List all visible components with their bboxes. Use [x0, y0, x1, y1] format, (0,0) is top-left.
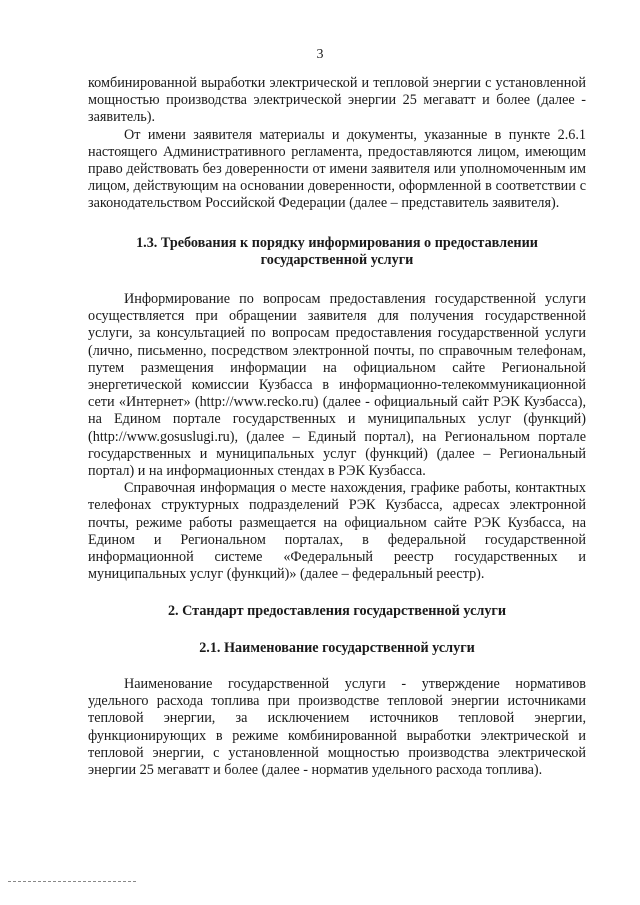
document-body — [88, 75, 586, 779]
paragraph-informing: Информирование по вопросам предоставления государственной услуги осуществляется при обращении заявителя для получения государственной услуги, за консультацией по вопросам предоставления государственной услуги (лично, письменно, посредством электронной почты, по справочным телефонам, путем размещения информации на официальном сайте Региональной энергетической комиссии Кузбасса в информационно-телекоммуникационной сети «Интернет» (http://www.recko.ru) (далее - официальный сайт РЭК Кузбасса), на Едином портале государственных и муниципальных услуг (функций) (http://www.gosuslugi.ru), (далее – Единый портал), на Региональном портале государственных и муниципальных услуг (функций) (далее – Региональный портал) и на информационных стендах в РЭК Кузбасса. — [88, 291, 586, 480]
paragraph-continuation: комбинированной выработки электрической и тепловой энергии с установленной мощностью производства электрической энергии 25 мегаватт и более (далее - заявитель). — [88, 75, 586, 126]
section-heading-2: 2. Стандарт предоставления государственной услуги — [167, 603, 507, 620]
paragraph-reference-info: Справочная информация о месте нахождения, графике работы, контактных телефонах структурных подразделений РЭК Кузбасса, адресах электронной почты, режиме работы размещается на официальном сайте РЭК Кузбасса, на Едином и Региональном порталах, в федеральной государственной информационной системе «Федеральный реестр государственных и муниципальных услуг (функций)» (далее – федеральный реестр). — [88, 480, 586, 583]
paragraph-service-name: Наименование государственной услуги - утверждение нормативов удельного расхода топлива при производстве тепловой энергии источниками тепловой энергии, за исключением источников тепловой энергии, функционирующих в режиме комбинированной выработки электрической и тепловой энергии, с установленной мощностью производства электрической энергии 25 мегаватт и более (далее - норматив удельного расхода топлива). — [88, 675, 586, 778]
section-heading-1-3: 1.3. Требования к порядку информирования о предоставлении государственной услуги — [136, 234, 538, 268]
paragraph-representative: От имени заявителя материалы и документы, указанные в пункте 2.6.1 настоящего Административного регламента, предоставляются лицом, имеющим право действовать без доверенности от имени заявителя или уполномоченным им лицом, действующим на основании доверенности, оформленной в соответствии с законодательством Российской Федерации (далее – представитель заявителя). — [88, 126, 586, 212]
section-heading-2-1: 2.1. Наименование государственной услуги — [199, 639, 475, 656]
page-number: 3 — [316, 47, 324, 62]
footer-divider — [8, 881, 136, 882]
